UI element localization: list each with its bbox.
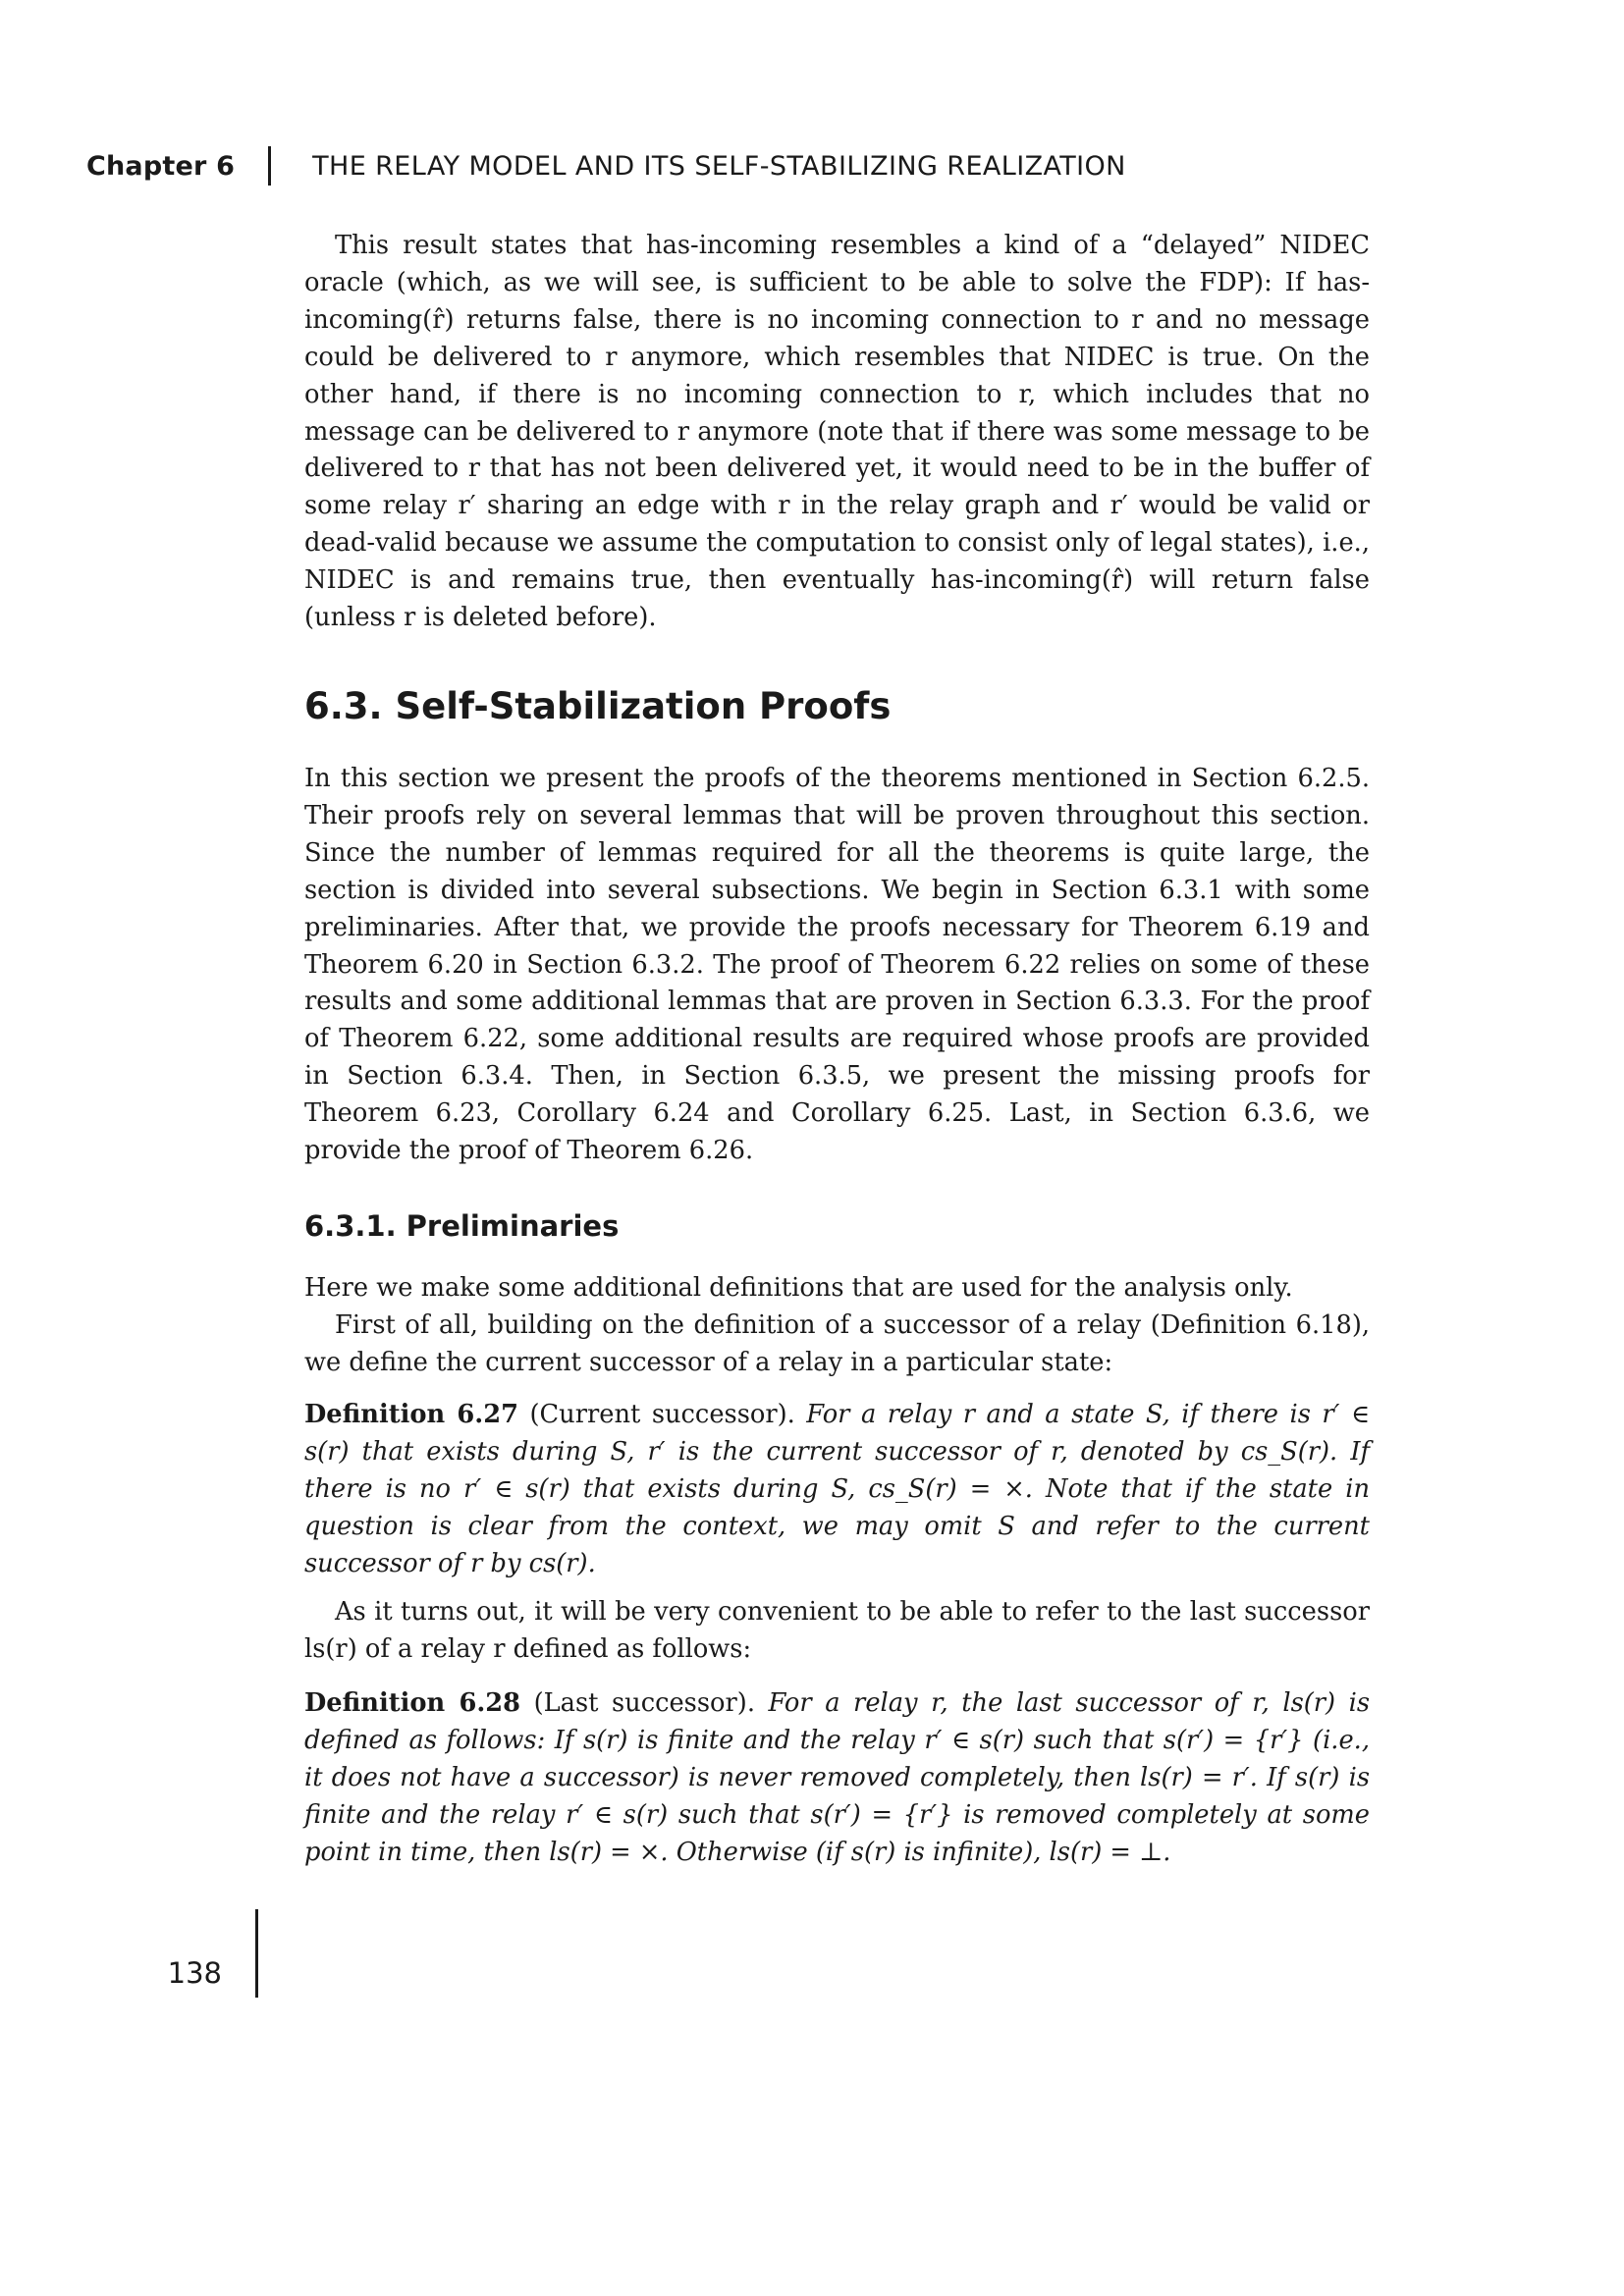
- chapter-label: Chapter 6: [86, 150, 236, 182]
- definition-28-label: Definition 6.28: [304, 1688, 521, 1718]
- definition-27-text: For a relay r and a state S, if there is r′ ∈ s(r) that exists during S, r′ is the current successor of r, denoted by cs_S(r). If there is no r′ ∈ s(r) that exists during S, cs_S(r) = ×. Note that if the state in question is clear from the context, we may omit S and refer to the current successor of r by cs(r).: [304, 1400, 1370, 1578]
- chapter-title: THE RELAY MODEL AND ITS SELF-STABILIZING REALIZATION: [312, 150, 1126, 182]
- between-paragraph: As it turns out, it will be very convenient to be able to refer to the last successor ls(r) of a relay r defined as follows:: [304, 1597, 1370, 1664]
- page-number: 138: [167, 1956, 222, 1990]
- section-paragraph: In this section we present the proofs of the theorems mentioned in Section 6.2.5. Their proofs rely on several lemmas that will be proven throughout this section. Since the number of lemmas required for all the theorems is quite large, the section is divided into several subsections. We begin in Section 6.3.1 with some preliminaries. After that, we provide the proofs necessary for Theorem 6.19 and Theorem 6.20 in Section 6.3.2. The proof of Theorem 6.22 relies on some of these results and some additional lemmas that are proven in Section 6.3.3. For the proof of Theorem 6.22, some additional results are required whose proofs are provided in Section 6.3.4. Then, in Section 6.3.5, we present the missing proofs for Theorem 6.23, Corollary 6.24 and Corollary 6.25. Last, in Section 6.3.6, we provide the proof of Theorem 6.26.: [304, 764, 1370, 1166]
- subsection-heading: 6.3.1. Preliminaries: [304, 1209, 620, 1243]
- page-footer: [147, 1909, 258, 1998]
- subsection-paragraph-2: First of all, building on the definition of a successor of a relay (Definition 6.18), we define the current successor of a relay in a particular state:: [304, 1309, 1370, 1377]
- section-6-3: [304, 685, 1370, 727]
- subsection-body: [304, 1270, 1370, 1382]
- subsection-paragraph-1: Here we make some additional definitions that are used for the analysis only.: [304, 1273, 1293, 1303]
- header-divider: [268, 146, 271, 186]
- section-6-3-body: [304, 761, 1370, 1170]
- intro-paragraph: This result states that has-incoming resembles a kind of a “delayed” NIDEC oracle (which, as we will see, is sufficient to be able to solve the FDP): If has-incoming(r̂) returns false, there is no incoming connection to r and no message could be delivered to r anymore, which resembles that NIDEC is true. On the other hand, if there is no incoming connection to r, which includes that no message can be delivered to r anymore (note that if there was some message to be delivered to r that has not been delivered yet, it would need to be in the buffer of some relay r′ sharing an edge with r in the relay graph and r′ would be valid or dead-valid because we assume the computation to consist only of legal states), i.e., NIDEC is and remains true, then eventually has-incoming(r̂) will return false (unless r is deleted before).: [304, 231, 1370, 633]
- definition-6-27: [304, 1397, 1370, 1583]
- subsection-6-3-1: [304, 1209, 1370, 1243]
- definition-6-28: [304, 1685, 1370, 1872]
- running-head: [86, 145, 1126, 187]
- between-block: [304, 1594, 1370, 1669]
- definition-28-text: For a relay r, the last successor of r, ls(r) is defined as follows: If s(r) is finite and the relay r′ ∈ s(r) such that s(r′) = {r′} (i.e., it does not have a successor) is never removed completely, then ls(r) = r′. If s(r) is finite and the relay r′ ∈ s(r) such that s(r′) = {r′} is removed completely at some point in time, then ls(r) = ×. Otherwise (if s(r) is infinite), ls(r) = ⊥.: [304, 1688, 1370, 1867]
- definition-27-name: (Current successor).: [529, 1400, 795, 1429]
- definition-28-name: (Last successor).: [533, 1688, 755, 1718]
- intro-block: [304, 228, 1370, 637]
- footer-divider: [255, 1909, 258, 1998]
- definition-27-label: Definition 6.27: [304, 1400, 518, 1429]
- section-heading: 6.3. Self-Stabilization Proofs: [304, 685, 892, 727]
